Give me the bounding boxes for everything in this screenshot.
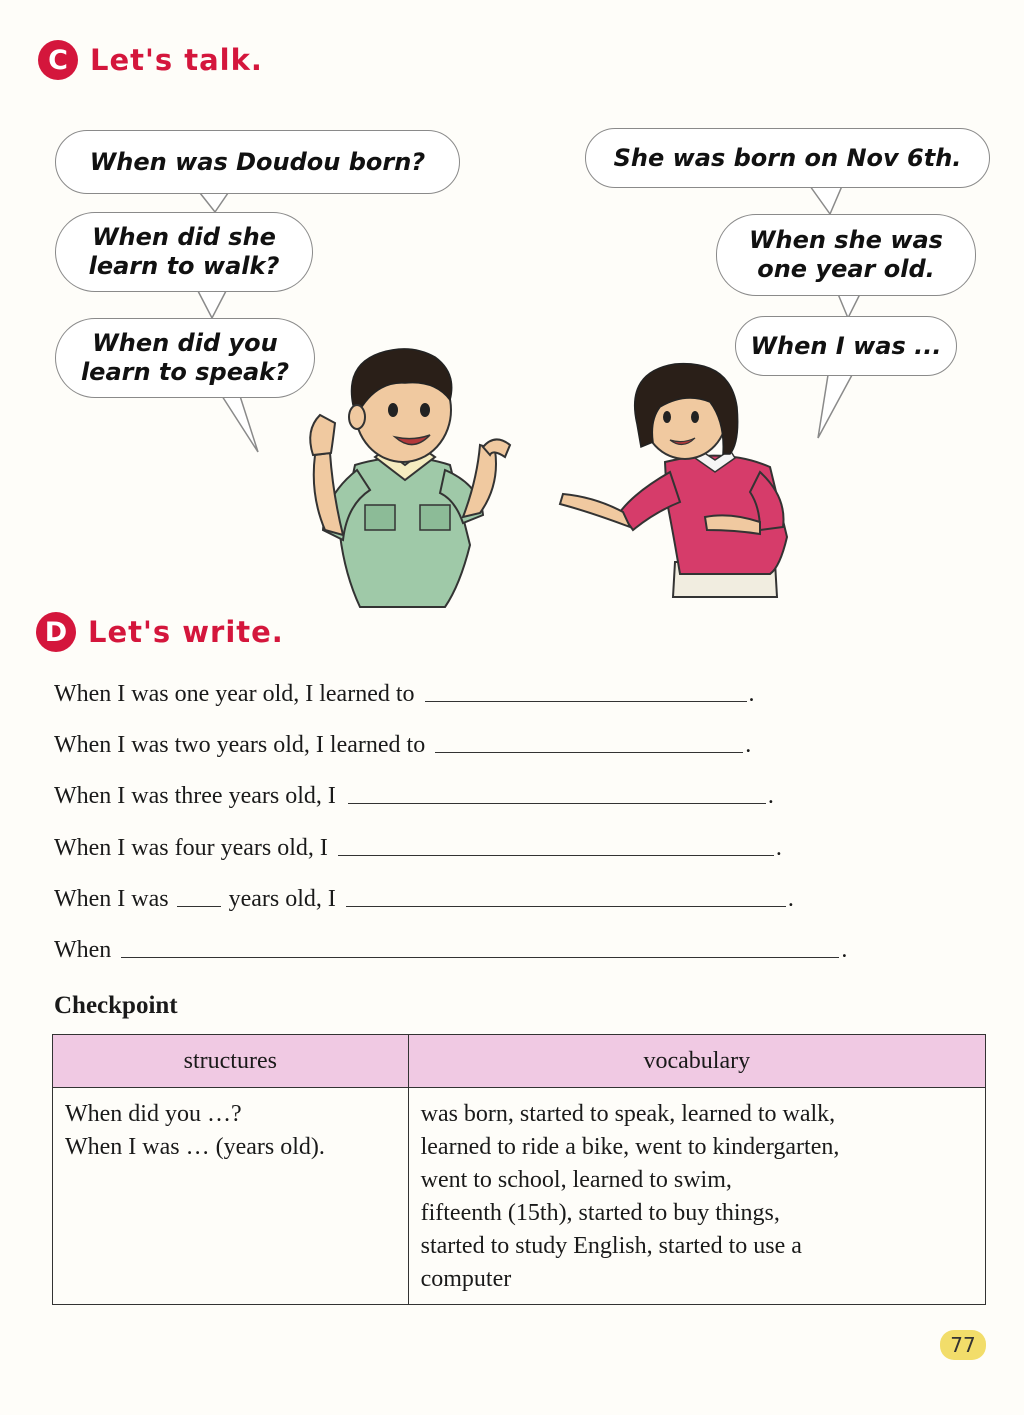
vocabulary-line: computer — [420, 1266, 512, 1292]
speech-bubble-doudou-born — [55, 130, 460, 194]
bubble-text: When was Doudou born? — [89, 147, 426, 176]
vocabulary-cell — [408, 1088, 985, 1305]
write-prompt: When I was two years old, I learned to — [54, 732, 426, 758]
girl-illustration — [555, 362, 795, 602]
vocabulary-line: was born, started to speak, learned to walk, — [420, 1101, 836, 1127]
answer-blank[interactable] — [121, 957, 839, 958]
section-d-heading — [36, 612, 284, 652]
write-prompt: When I was four years old, I — [54, 835, 328, 861]
speech-bubble-one-year — [716, 214, 976, 296]
bubble-text: When did you — [92, 329, 278, 357]
vocabulary-line: started to study English, started to use a — [420, 1233, 802, 1259]
table-header-row — [53, 1035, 986, 1088]
structures-cell — [53, 1088, 409, 1305]
write-line-6 — [54, 930, 847, 964]
bubble-text: When she was — [749, 226, 943, 254]
vocabulary-line: learned to ride a bike, went to kindergarten, — [420, 1134, 840, 1160]
write-prompt: years old, I — [228, 886, 336, 912]
write-prompt: When — [54, 937, 112, 963]
period: . — [745, 732, 752, 758]
period: . — [748, 681, 755, 707]
answer-blank[interactable] — [348, 803, 766, 804]
period: . — [787, 886, 794, 912]
vocabulary-line: went to school, learned to swim, — [420, 1167, 732, 1193]
write-prompt: When I was three years old, I — [54, 783, 336, 809]
write-line-4 — [54, 828, 782, 862]
speech-bubble-learn-walk — [55, 212, 313, 292]
speech-bubble-born-nov — [585, 128, 990, 188]
speech-bubble-learn-speak — [55, 318, 315, 398]
boy-illustration — [285, 345, 530, 610]
answer-blank[interactable] — [435, 752, 743, 753]
period: . — [767, 783, 774, 809]
bubble-text: learn to walk? — [88, 252, 280, 280]
write-prompt: When I was — [54, 886, 169, 912]
structure-item: When I was … (years old). — [65, 1134, 325, 1160]
write-line-5 — [54, 879, 794, 913]
age-blank[interactable] — [177, 906, 221, 907]
answer-blank[interactable] — [346, 906, 786, 907]
checkpoint-title: Checkpoint — [54, 992, 178, 1019]
period: . — [775, 835, 782, 861]
bubble-text: She was born on Nov 6th. — [613, 143, 962, 172]
structure-item: When did you …? — [65, 1101, 242, 1127]
bubble-text: one year old. — [757, 255, 935, 283]
page-number: 77 — [940, 1330, 986, 1360]
header-vocabulary: vocabulary — [408, 1035, 985, 1088]
bubble-text: When I was ... — [750, 331, 942, 360]
table-row — [53, 1088, 986, 1305]
checkpoint-table — [52, 1034, 986, 1305]
write-line-3 — [54, 776, 774, 810]
vocabulary-line: fifteenth (15th), started to buy things, — [420, 1200, 780, 1226]
answer-blank[interactable] — [425, 701, 747, 702]
bubble-text: When did she — [92, 223, 276, 251]
section-d-title: Let's write. — [88, 615, 284, 649]
header-structures: structures — [53, 1035, 409, 1088]
write-line-2 — [54, 725, 751, 759]
section-c-title: Let's talk. — [90, 43, 263, 77]
bubble-text: learn to speak? — [80, 358, 290, 386]
section-c-badge: C — [38, 40, 78, 80]
period: . — [841, 937, 848, 963]
write-line-1 — [54, 674, 755, 708]
section-d-badge: D — [36, 612, 76, 652]
write-prompt: When I was one year old, I learned to — [54, 681, 415, 707]
answer-blank[interactable] — [338, 855, 774, 856]
